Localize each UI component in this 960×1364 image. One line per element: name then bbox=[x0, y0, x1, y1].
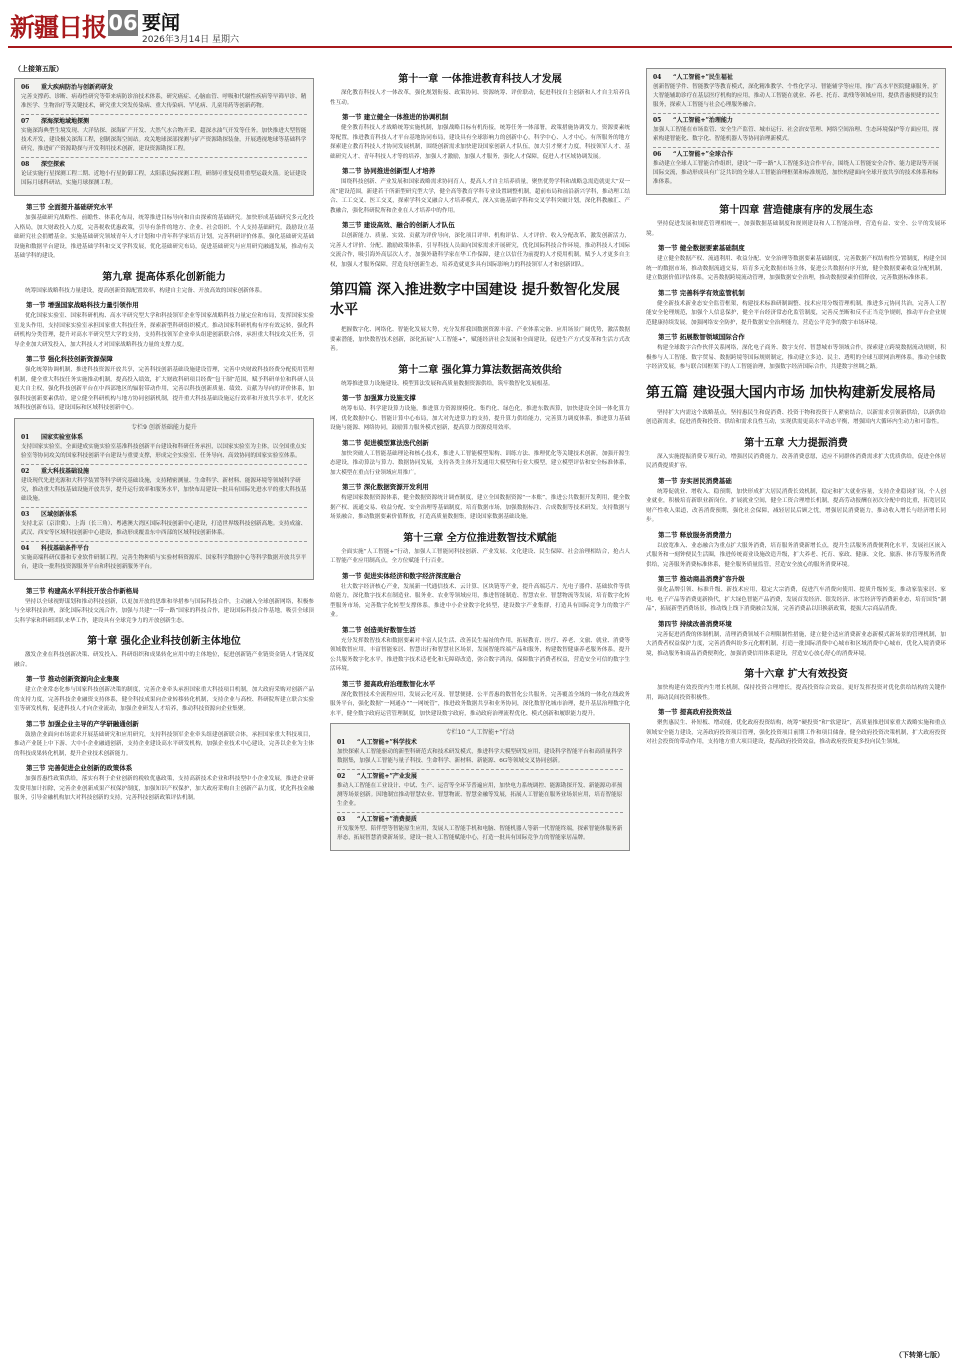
box-separator bbox=[337, 769, 623, 770]
column-1 bbox=[14, 64, 314, 806]
box-title: 专栏10 “人工智能+”行动 bbox=[445, 729, 515, 736]
box-item bbox=[653, 73, 939, 110]
section-heading: 第三节 深化数据资源开发利用 bbox=[342, 483, 429, 491]
box-item-text: 加快探索人工智能驱动的新型科研范式和技术研发模式，推进科学大模型研发应用，建设科学智能平台和高质量科学数据集，加强人工智能与量子科技、生命科学、新材料、新能源、6G等领域交叉协同创新。 bbox=[337, 749, 623, 764]
box-10-continued bbox=[646, 68, 946, 195]
box-item-text: 实施深海典型生境发现、大洋钻探、深海矿产开发、大然气水合物开采、超深水油气开发等任务。加快推进大型智能技术开发，建设极关深海工程，创制深海空间站。攻关地球深部探测与矿产资源勘探装备，开展透视地球等基础科学研究，推进矿产资源勘探与开发利用技术创新，建设资源勘探工程。 bbox=[21, 128, 307, 152]
box-item bbox=[653, 150, 939, 187]
body-paragraph: 加强基础研究战略性、前瞻性、体系化布局，统筹推进目标导向和自由探索的基础研究。加快形成基础研究多元化投入格局，加大财政投入力度，完善税收优惠政策，引导有条件的地方、企业、社会组织、个人支持基础研究，鼓励设立基础研究社会捐赠基金。实施基础研究领域青年人才计划和中青年科学家培育计划，完善科研评价体系，强化基础研究基础设施和数据平台建设，推进基础学科和交叉学科发展，优化基础研究布局，促进基础研究与应用研究融通发展，推动有关基础学科的建设。 bbox=[14, 215, 314, 259]
section-heading: 第二节 强化科技创新资源保障 bbox=[26, 355, 113, 363]
box-item-text: 开发服务型、陪伴型等智能原生应用，发展人工智能手机和电脑、智能机器人等新一代智能终端，探索智能体服务新形态，拓展智慧消费新场景，建设一批人工智能赋能中心，打造一批具有国际竞争力的智能家居品牌。 bbox=[337, 826, 623, 841]
body-paragraph: 优化国家实验室、国家科研机构、高水平研究型大学和科技领军企业等国家战略科技力量定位和布局，发挥国家实验室龙头作用，支持国家实验室承担国家重大科技任务，探索新型科研组织模式。推动国家科研机构有序有效运转，强化科研机构分类管理，提升对高水平研究型大学的支持，支持科技领军企业牵头组建创新联合体，承担重大科技攻关任务，引导企业加大研发投入，加大科技人才对国家战略科技力量的支撑力度。 bbox=[14, 313, 314, 348]
box-item-header bbox=[21, 467, 307, 477]
section-heading: 第四节 持续改善消费环境 bbox=[658, 619, 732, 628]
box-item-title: 深空探索 bbox=[41, 161, 66, 168]
masthead bbox=[8, 6, 952, 50]
body-paragraph: 建立企业常态化参与国家科技创新决策的制度，完善企业牵头承担国家重大科技项目机制，加大政府采购对创新产品的支持力度，完善科技企业融资支持体系，健全科技成果向企业转移转化机制，支持企业与高校、科研院所建立联合实验室等研发机构，促进科技人才向企业流动，加强企业研发人才培养，推动科技资源向企业集聚。 bbox=[14, 687, 314, 712]
box-item bbox=[337, 738, 623, 766]
box-item-header bbox=[21, 510, 307, 520]
body-paragraph: 统筹国家战略科技力量建设，提高创新资源配置效率，构建自主完备、开放高效的国家创新体系。 bbox=[25, 287, 266, 294]
column-3 bbox=[646, 64, 946, 750]
chapter-heading: 第十二章 强化算力算法数据高效供给 bbox=[398, 364, 562, 376]
body-paragraph: 全面实施“人工智能+”行动，加强人工智能同科技创新、产业发展、文化建设、民生保障、社会治理相结合，抢占人工智能产业应用制高点，全方位赋能千行百业。 bbox=[330, 548, 630, 564]
body-paragraph: 统筹促就业、增收入、稳预期，加快形成扩大居民消费长效机制，稳定和扩大就业容量，支持企业稳岗扩岗，个人创业就业，积极培育新职业新岗位，扩展就业空间，健全工资合理增长机制，提高劳动报酬在初次分配中的比重，拓宽居民财产性收入渠道，改善消费预期，强化社会保障，减轻居民后顾之忧，增强居民消费能力，推动收入增长与经济增长同步。 bbox=[646, 488, 946, 523]
body-paragraph: 建立健全数据产权、流通利用、收益分配、安全治理等数据要素基础制度，完善数据产权结构性分置制度，构建全国统一的数据市场，推动数据流通交易，培育多元化数据市场主体，促进公共数据有序开放，健全数据要素收益分配机制，建立数据价值评估体系，完善数据跨境流动管理，加强数据安全治理，推动数据要素价值释放，完善数据标准体系。 bbox=[646, 256, 946, 281]
section-heading: 第二节 加强企业主导的产学研融通创新 bbox=[26, 719, 139, 728]
body-paragraph: 加强普惠性政策供给，落实有利于企业创新的税收优惠政策，支持高新技术企业和科技型中小企业发展，推进企业研发费用加计扣除，完善企业创新成果产权保护制度，加强知识产权保护，加大政府采购自主创新产品力度，优化科技金融服务，引导金融机构加大对科技创新的支持，完善科技创新政策评估机制。 bbox=[14, 776, 314, 801]
body-paragraph: 构建全球数字合作伙伴关系网络，深化电子商务、数字支付、智慧城市等领域合作，探索建立跨境数据流动规则，积极参与人工智能、数字贸易、数据跨境等国际规则制定，推动建立多边、民主、透明的全球互联网治理体系，推动全球数字经济发展，参与联合国框架下的人工智能治理，加强数字经济国际合作，共建数字丝绸之路。 bbox=[646, 345, 946, 370]
box-separator bbox=[337, 812, 623, 813]
section-title: 要闻 bbox=[142, 12, 181, 34]
box-item-index: 02 bbox=[337, 773, 346, 780]
body-paragraph: 统筹推进算力设施建设、模型算法发展和高质量数据资源供给，筑牢数智化发展根基。 bbox=[341, 380, 554, 387]
box-title: 专栏9 创新基础能力提升 bbox=[131, 423, 197, 431]
box-item bbox=[21, 117, 307, 154]
page-number: 06 bbox=[108, 11, 138, 35]
box-separator bbox=[21, 114, 307, 115]
box-item bbox=[21, 433, 307, 461]
section-heading: 第一节 加强算力设施支撑 bbox=[342, 394, 416, 402]
section-heading: 第一节 推动创新资源向企业集聚 bbox=[26, 675, 120, 683]
chapter-heading: 第十五章 大力提振消费 bbox=[744, 437, 848, 449]
body-paragraph: 聚焦惠民生、补短板、增动能，优化政府投资结构，统筹“硬投资”和“软建设”，高质量推进国家重大战略实施和重点领域安全能力建设，完善政府投资项目管理，强化投资项目前期工作和项目储备，健全政府投资决策机制，扩大政府投资对社会投资的带动作用，支持地方重大项目建设，提高政府投资效益，推动政府投资更多投向民生领域。 bbox=[646, 720, 946, 745]
box-item bbox=[21, 510, 307, 538]
body-paragraph: 以放宽准入、业态融合为重点扩大服务消费，培育服务消费新增长点，提升生活服务消费便利化水平，发展社区嵌入式服务和一刻钟便民生活圈，推进传统商业设施改造升级，扩大养老、托育、家政、健康、文化、旅游、体育等服务消费供给，完善服务消费标准体系，健全服务质量监管，营造安全放心的服务消费环境。 bbox=[646, 542, 946, 568]
box-item-index: 06 bbox=[21, 84, 30, 91]
box-item-text: 建设现代先进光源和大科学装置等科学研究基础设施，支持精密测量、生命科学、新材料、能源环境等领域科学研究，推动重大科技基础设施开放共享，提升运行效率和服务水平，加快布局建设一批具有国际先进水平的重大科技基础设施。 bbox=[21, 477, 307, 502]
box-item-index: 04 bbox=[653, 74, 662, 81]
body-paragraph: 鼓励企业面向市场需求开展基础研究和应用研究，支持科技领军企业牵头组建创新联合体，承担国家重大科技项目，推动产业链上中下游、大中小企业融通创新，支持企业建设高水平研发机构，加强企业技术中心建设，完善以企业为主体的科技成果转化机制，提升企业技术创新能力。 bbox=[14, 731, 314, 757]
continued-note: （上接第五版） bbox=[14, 65, 63, 73]
box-item-index: 02 bbox=[21, 467, 30, 475]
box-items bbox=[21, 433, 307, 572]
body-paragraph: 统筹布局、科学建设算力设施，推进算力资源规模化、集约化、绿色化，推进东数西算，加快建设全国一体化算力网，优化数据中心、智能计算中心布局，加大对先进算力的支持，提升算力供给能力，完善算力调度体系，推进算力基础设施与能源、网络协同，鼓励算力服务模式创新，提高算力资源使用效率。 bbox=[330, 406, 630, 431]
chapter-heading: 第十六章 扩大有效投资 bbox=[744, 669, 848, 680]
box-item-header bbox=[337, 815, 623, 825]
box-item bbox=[21, 83, 307, 111]
box-item-title: “人工智能+”消费提质 bbox=[357, 816, 417, 823]
box-10 bbox=[330, 723, 630, 851]
chapter-heading: 第九章 提高体系化创新能力 bbox=[102, 271, 226, 283]
body-paragraph: 健全新技术新业态安全监管框架，构建技术标准研制调整、技术应用分级管理机制，推进多元协同共治，完善人工智能安全伦理规范，加强个人信息保护，健全平台经济常态化监管制度，完善反垄断和反不正当竞争规则，推动平台企业规范健康持续发展，加强网络安全防护，提升数据安全治理能力，营造公平竞争的数字市场环境。 bbox=[646, 300, 946, 326]
box-item-text: 支持国家实验室，全面建成实施实验室基准科技创新平台建设和科研任务承担，以国家实验室为主体，以全国重点实验室等协同攻关的国家科技创新平台建设与重要支撑，形成完全实验室、任务导向、高效协同的国家实验室体系。 bbox=[21, 443, 307, 459]
section-heading: 第二节 释放服务消费潜力 bbox=[658, 530, 732, 539]
body-paragraph: 加快突破人工智能基础理论和核心技术，推进人工智能模型架构、训练方法、推理优化等关键技术创新，加强开源生态建设，推动算法与算力、数据协同发展，支持各类主体开发通用大模型和行业大模型，建立模型评估和安全标准体系，加大模型在重点行业领域应用推广。 bbox=[330, 450, 630, 476]
body-paragraph: 坚持促进发展和规范管理相统一，加强数据基础制度和规则建设和人工智能治理，营造有益、安全、公平的发展环境。 bbox=[646, 221, 946, 237]
section-heading: 第一节 增强国家战略科技力量引领作用 bbox=[26, 301, 139, 309]
box-item-title: “人工智能+”科学技术 bbox=[357, 739, 417, 746]
box-item-text: 创新智能学件、智能教学等教育模式，深化精准教学、个性化学习、智能辅学等应用，推广高水平医院健康服务，扩大智能辅助诊疗在基层医疗机构的应用，推动人工智能在就业、养老、托育、助残等领域应用，提供普惠便捷的民生服务，探索人工智能与社会心理服务融合。 bbox=[653, 84, 939, 108]
box-item-header bbox=[653, 150, 939, 160]
box-item-title: “人工智能+”产业发展 bbox=[357, 773, 417, 780]
box-item-title: “人工智能+”民生福祉 bbox=[673, 74, 733, 81]
section-heading: 第三节 构建高水平科技开放合作新格局 bbox=[26, 586, 139, 595]
box-item-header bbox=[337, 772, 623, 782]
box-item-text: 论证实施行星探测工程二期、近地小行星防御工程，太阳系边际探测工程，研制可重复使用重型运载火箭。论证建设国际月球科研站，实施月球探测工程。 bbox=[21, 171, 307, 186]
section-heading: 第三节 提高政府治理数智化水平 bbox=[342, 679, 436, 688]
newspaper-logo: 新疆日报 bbox=[10, 13, 107, 42]
box-item-index: 01 bbox=[337, 739, 346, 746]
part-heading: 第四篇 深入推进数字中国建设 提升数智化发展水平 bbox=[330, 282, 620, 318]
box-separator bbox=[21, 507, 307, 508]
box-item bbox=[337, 815, 623, 843]
box-item-title: 国家实验室体系 bbox=[41, 433, 84, 441]
box-item-index: 07 bbox=[21, 118, 30, 125]
body-paragraph: 深入实施提振消费专项行动，增强居民消费能力，改善消费意愿，适应不同群体消费需求扩大优质供给，促进全体居民消费提质扩容。 bbox=[646, 453, 946, 469]
box-separator bbox=[21, 541, 307, 542]
section-heading: 第三节 建设高效、融合的创新人才队伍 bbox=[342, 221, 455, 229]
box-item-text: 支持北京（京津冀）、上海（长三角）、粤港澳大湾区国际科技创新中心建设，打造世界级科技创新高地。支持成渝、武汉、西安等区域科技创新中心建设，推动形成覆盖东中西部的区域科技创新体系。 bbox=[21, 520, 307, 536]
box-9 bbox=[14, 418, 314, 580]
section-heading: 第三节 拓展数智领域国际合作 bbox=[658, 333, 745, 341]
issue-date: 2026年3月14日 星期六 bbox=[142, 35, 239, 45]
chapter-heading: 第十一章 一体推进教育科技人才发展 bbox=[398, 74, 562, 85]
section-heading: 第二节 完善科学有效监管机制 bbox=[658, 288, 745, 297]
box-item-title: 科技基础条件平台 bbox=[41, 544, 90, 552]
chapter-heading: 第十四章 营造健康有序的发展生态 bbox=[719, 205, 873, 216]
box-separator bbox=[653, 147, 939, 148]
box-item-text: 完善支撑药、诊断、病毒性研究等带来病防诊治技术体系，研究癌症、心脑血管、呼吸和代谢性疾病等早筛早诊、精准医学、生物治疗等关键技术，研究重大突发传染病、重大传染病、罕见病、儿童用药等创新药物。 bbox=[21, 94, 307, 109]
box-item-header bbox=[337, 738, 623, 748]
box-item-index: 08 bbox=[21, 161, 30, 168]
part-heading: 第五篇 建设强大国内市场 加快构建新发展格局 bbox=[646, 384, 936, 401]
section-heading: 第二节 促进模型算法迭代创新 bbox=[342, 438, 429, 447]
box-item-text: 加强人工智能在市场监管、安全生产监管、城市运行、社会治安管理、网络空间治理、生态环境保护等方面应用，探索构建智能化、数字化、智能机器人等协同治理新模式。 bbox=[653, 127, 939, 142]
box-continued-top bbox=[14, 78, 314, 196]
box-separator bbox=[653, 113, 939, 114]
box-item-header bbox=[653, 73, 939, 83]
section-heading: 第三节 完善促进企业创新的政策体系 bbox=[26, 764, 133, 772]
body-paragraph: 深化教育科技人才一体改革，强化规划衔接、政策协同、资源统筹、评价联动，促进科技自主创新和人才自主培养良性互动。 bbox=[330, 90, 630, 106]
section-heading: 第一节 促进实体经济和数字经济深度融合 bbox=[342, 571, 462, 580]
continued-to-next-page: （下转第七版） bbox=[895, 1351, 944, 1359]
section-heading: 第二节 创造美好数智生活 bbox=[342, 625, 416, 634]
section-heading: 第二节 协同推进创新型人才培养 bbox=[342, 167, 436, 175]
body-paragraph: 壮大数字经济核心产业，发展新一代通信技术、云计算、区块链等产业，提升高端芯片、光电子器件、基础软件等供给能力，深化数字技术在制造业、服务业、农业等领域应用，推进智能制造、智慧农业、智慧物流等发展，培育数字化转型服务市场，完善数字化转型支撑体系，推进中小企业数字化转型，建设数字产业集群，打造具有国际竞争力的数字产业。 bbox=[330, 583, 630, 618]
box-item-header bbox=[21, 160, 307, 170]
section-heading: 第三节 全面提升基础研究水平 bbox=[26, 203, 113, 211]
box-item-header bbox=[21, 83, 307, 93]
body-paragraph: 围绕科技创新、产业发展和国家战略需求协同育人，提高人才自主培养质量，聚焦优势学科和战略急需造就更大“双一流”建设范围，新建若干所新型研究型大学，健全高等教育学科专业设置调整机制，超前布局和前沿新兴学科，推动理工结合、工工交叉、医工交叉，探索学科交叉融合人才培养模式，深入实施基础学科和交叉学科突破计划，深化科教融汇、产教融合，强化科研院所和企业在人才培养中的作用。 bbox=[330, 179, 630, 214]
column-2 bbox=[330, 64, 630, 857]
box-items bbox=[337, 738, 623, 843]
body-paragraph: 构建国家数据资源体系，健全数据资源统计调查制度，建立全国数据资源“一本账”，推进公共数据开发利用，健全数据产权、流通交易、收益分配、安全治理等基础制度，培育数据市场，加强数据标注、合成数据等技术研发，支持数据与场景融合，推动数据要素价值释放，打造高质量数据集，建设国家数据基础设施。 bbox=[330, 495, 630, 520]
box-item-title: “人工智能+”治理能力 bbox=[673, 117, 733, 124]
body-paragraph: 深化数智技术全流程应用，发展云化可及、智慧便捷、公平普惠的数智化公共服务，完善覆盖全域的一体化在线政务服务平台，强化数据“一网通办”“一网统管”，推进政务数据共享和业务协同，深化数智化城市治理，提升基层治理数字化水平，健全数字政府运营管理制度，加快建设数字政府，推动政府治理流程优化、模式创新和履职能力提升。 bbox=[330, 691, 630, 717]
box-item bbox=[21, 544, 307, 572]
box-item-text: 推动人工智能在工业设计、中试、生产、运营等全环节普遍应用，加快电力系统调控、能源勘探开发、新能源功率预测等场景创新。因地制宜推动智慧农业、智慧物流、智慧金融等发展，拓展人工智能在服务业场景应用，培育智能原生企业。 bbox=[337, 783, 623, 807]
box-item-title: 重大科技基础设施 bbox=[41, 467, 90, 475]
body-paragraph: 坚持以全球视野谋划和推动科技创新，以更加开放的思维和举措参与国际科技合作，主动融入全球创新网络，积极参与全球科技治理，深化国际科技交流合作，加强与共建“一带一路”国家的科技合作，建设国际科技合作基地，吸引全球顶尖科学家和科研团队来华工作，建设具有全球竞争力的开放创新生态。 bbox=[14, 598, 314, 624]
box-item-index: 03 bbox=[21, 510, 30, 518]
box-item-index: 06 bbox=[653, 151, 662, 158]
box-item-title: 区域创新体系 bbox=[41, 510, 78, 518]
section-heading: 第一节 提高政府投资效益 bbox=[658, 708, 732, 716]
box-item-header bbox=[653, 116, 939, 126]
box-item bbox=[337, 772, 623, 809]
section-heading: 第一节 夯实居民消费基础 bbox=[658, 476, 732, 485]
box-item-index: 01 bbox=[21, 433, 30, 441]
body-paragraph: 加快构建有效投资内生增长机制，保持投资合理增长，提高投资综合效益，更好发挥投资对优化供给结构的关键作用，调动民间投资积极性。 bbox=[646, 685, 946, 701]
body-paragraph: 充分发挥数智技术和数据要素对丰富人民生活、改善民生福祉的作用，拓展教育、医疗、养老、文旅、就业、消费等领域数智应用，丰富智能家居、智慧出行和智慧社区场景，发展智能终端产品和服务，构建数智健康养老服务体系，提升公共服务数字化水平，推进数字技术适老化和无障碍改造，弥合数字鸿沟，保障数字消费者权益，营造安全可信的数字生活环境。 bbox=[330, 637, 630, 672]
box-separator bbox=[21, 157, 307, 158]
box-item-header bbox=[21, 544, 307, 554]
box-item-title: “人工智能+”全球合作 bbox=[673, 151, 733, 158]
body-paragraph: 坚持扩大内需这个战略基点，坚持惠民生和促消费、投资于物和投资于人紧密结合，以新需求引领新供给，以新供给创造新需求，促进消费和投资、供给和需求良性互动，实现供需更高水平动态平衡，增强国内大循环内生动力和可靠性。 bbox=[646, 409, 946, 425]
body-paragraph: 完善促进消费的体制机制，清理消费领域不合理限制性措施，建立健全适应消费新业态新模式新场景的管理机制，加大消费者权益保护力度，完善消费纠纷多元化解机制，打造一批国际消费中心城市和区域消费中心城市，优化入境消费环境，推动服务和商品消费便利化，加强消费信用体系建设，营造安心放心舒心的消费环境。 bbox=[646, 631, 946, 657]
box-item-index: 05 bbox=[653, 117, 662, 124]
box-separator bbox=[21, 464, 307, 465]
box-item bbox=[21, 160, 307, 188]
masthead-rule bbox=[8, 46, 952, 48]
body-paragraph: 健全教育科技人才战略统筹实施机制，加强战略目标有机衔接，统筹任务一体部署，政策措施协调发力，资源要素统筹配置，推进教育科技人才平台基地协同布局，建设具有全球影响力的创新中心，科学中心、人才中心。有所服务的地方探索建立教育科技人才协同发展机制，围绕创新需求加快建设国家创新人才队伍，加大引才聚才力度，科技领军人才、基础研究人才、青年科技人才等的培养，加强人才激励，加强人才服务，强化人才保障，促进人才区域协调发展。 bbox=[330, 125, 630, 160]
box-item-text: 推动建立全球人工智能合作组织，建设“一带一路”人工智能多边合作平台，围绕人工智能安全合作、能力建设等开展国际交流，推动形成具有广泛共识的全球人工智能治理框架和标准规范，加快构建面向全球开放共享的技术体系和标准体系。 bbox=[653, 161, 939, 185]
box-item-header bbox=[21, 117, 307, 127]
box-item-index: 03 bbox=[337, 816, 346, 823]
box-item-title: 深海深地域地探测 bbox=[41, 118, 90, 125]
chapter-heading: 第十章 强化企业科技创新主体地位 bbox=[87, 636, 241, 647]
box-item-index: 04 bbox=[21, 544, 30, 552]
box-item-header bbox=[21, 433, 307, 443]
body-paragraph: 把握数字化、网络化、智能化发展大势，充分发挥我国数据资源丰富、产业体系完备、应用场景广阔优势，激活数据要素潜能，加快数智技术创新，深化拓展“人工智能+”，赋能经济社会发展和全面建设，促进生产方式变革和生活方式改善。 bbox=[330, 327, 630, 352]
body-paragraph: 强化统筹协调机制，推进科技资源开放共享，完善科技创新基础设施建设管理，完善中央财政科技经费分配使用管理机制，健全重大科技任务实施推动机制，提高投入绩效，扩大财政科研项目经费“包干制”范围，赋予科研单位和科研人员更大自主权，强化科技创新平台在中西部地区的辐射带动作用，完善以科技创新质量、绩效、贡献为导向的评价体系，加强科技创新要素供给，建立健全科研机构与地方协同创新机制，提升重大科技基础设施运行效率和开放共享水平，优化区域科技创新布局，建设国际和区域科技创新中心。 bbox=[14, 367, 314, 411]
box-item bbox=[653, 116, 939, 144]
box-item-title: 重大疾病防治与创新药研发 bbox=[41, 84, 114, 91]
box-item-text: 实施高端科研仪器和专业软件研制工程，完善生物种质与实验材料资源库、国家科学数据中心等科学数据开放共享平台，建设一批科技资源服务平台和科技创新服务平台。 bbox=[21, 554, 307, 570]
box-item bbox=[21, 467, 307, 504]
section-heading: 第一节 健全数据要素基础制度 bbox=[658, 244, 745, 252]
chapter-heading: 第十三章 全方位推进数智技术赋能 bbox=[403, 532, 557, 544]
body-paragraph: 激发企业在科技创新决策、研发投入、科研组织和成果转化应用中的主体地位，促进创新链产业链资金链人才链深度融合。 bbox=[14, 652, 314, 668]
section-heading: 第一节 建立健全一体推进的协调机制 bbox=[342, 113, 449, 121]
body-paragraph: 强化品牌引领、标准升级、新技术应用，稳定大宗消费，促进汽车消费向使用、提质升级转变，推动家装家居、家电、电子产品等消费更新换代，扩大绿色智能产品消费，发展首发经济、银发经济、冰雪经济等消费新业态，培育国货“潮品”，拓展新型消费场景，推动线上线下消费融合发展，完善消费品以旧换新政策，提振大宗商品消费。 bbox=[646, 587, 946, 612]
body-paragraph: 以创新能力、质量、实效、贡献为评价导向，深化项目评审、机构评估、人才评价、收入分配改革，激发创新活力，完善人才评价、分配、激励政策体系，引导科技人员面向国家需求开展研究，优化国际科技合作环境，推动科技人才国际交流合作，吸引海外高层次人才，加强外籍科学家在华工作保障，建立以信任为前提的人才使用机制，赋予人才更多自主权，加强人才服务保障，营造良好创新生态，培养造就更多具有国际影响力的科技领军人才和创新团队。 bbox=[330, 233, 630, 268]
section-heading: 第三节 推动商品消费扩容升级 bbox=[658, 575, 745, 583]
